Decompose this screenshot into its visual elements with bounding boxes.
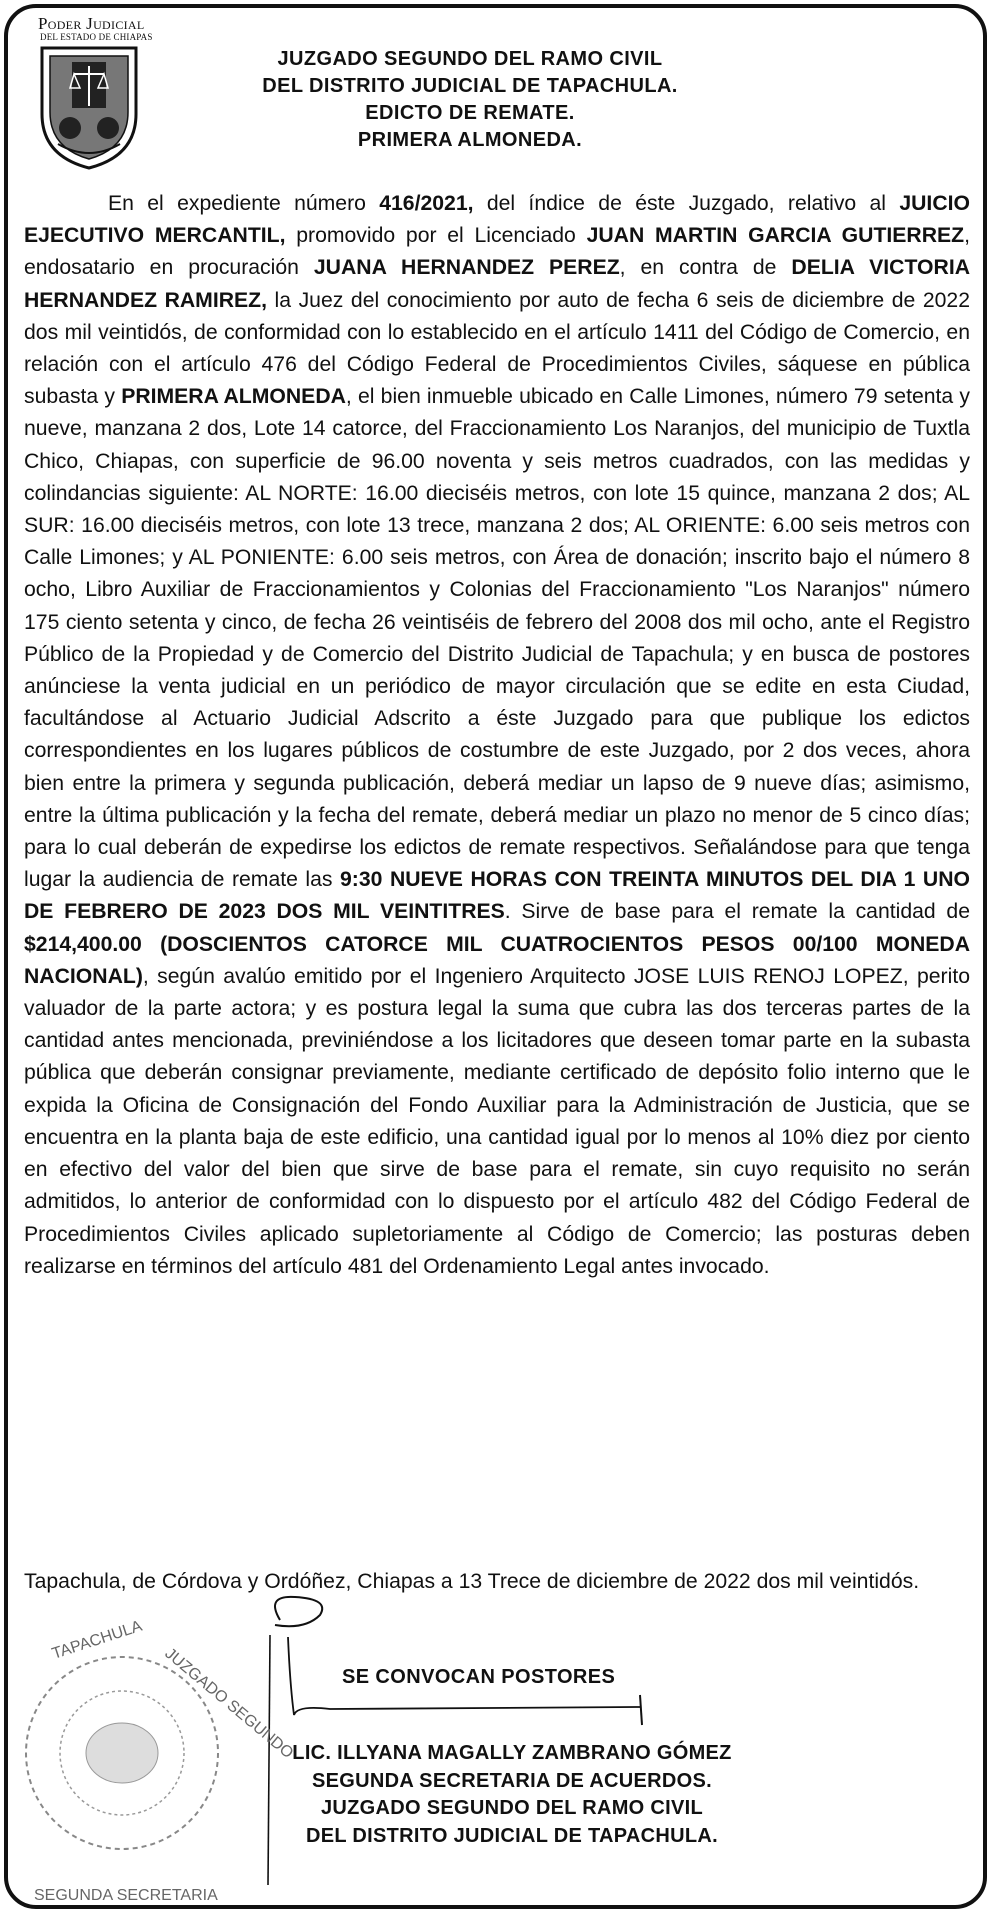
signer-title: SEGUNDA SECRETARIA DE ACUERDOS. [311, 1769, 713, 1792]
crest-subtitle: DEL ESTADO DE CHIAPAS [40, 32, 153, 42]
document-header [150, 46, 790, 154]
header-court: JUZGADO SEGUNDO DEL RAMO CIVIL [277, 48, 663, 70]
almoneda-label: PRIMERA ALMONEDA [121, 385, 346, 409]
signer-court: JUZGADO SEGUNDO DEL RAMO CIVIL [321, 1797, 703, 1819]
coat-of-arms-icon [34, 44, 144, 172]
body-text-run: promovido por el Licenciado [285, 224, 587, 248]
trial-type: JUICIO EJECUTIVO MERCANTIL, [24, 192, 970, 248]
edict-body [24, 188, 970, 1283]
seal-top-text: TAPACHULA [49, 1617, 145, 1663]
crest-title: Poder Judicial [38, 14, 145, 33]
auction-datetime: 9:30 NUEVE HORAS CON TREINTA MINUTOS DEL DIA 1 UNO DE FEBRERO DE 2023 DOS MIL VEINTITRES [24, 868, 970, 924]
edict-paragraph [24, 188, 970, 1283]
attorney-name: JUAN MARTIN GARCIA GUTIERREZ [586, 224, 965, 248]
signature-block [262, 1740, 762, 1850]
body-text-run: , endosatario en procuración [24, 224, 970, 280]
body-text-run: la Juez del conocimiento por auto de fecha 6 seis de diciembre de 2022 dos mil veintidós, de conformidad con lo establecido en el artículo 1411 del Código de Comercio, en relación con el artículo 476 del Código Federal de Procedimientos Civiles, sáquese en pública subasta y [24, 288, 970, 409]
signer-name: LIC. ILLYANA MAGALLY ZAMBRANO GÓMEZ [292, 1742, 732, 1764]
court-seal-stamp [14, 1617, 297, 1910]
defendant-name: DELIA VICTORIA HERNANDEZ RAMIREZ, [24, 256, 971, 312]
place-date: Tapachula, de Córdova y Ordóñez, Chiapas a 13 Trece de diciembre de 2022 dos mil veintidós. [24, 1570, 920, 1593]
body-text-run: del índice de éste Juzgado, relativo al [473, 192, 900, 215]
header-district: DEL DISTRITO JUDICIAL DE TAPACHULA. [262, 75, 678, 97]
seal-right-text: JUZGADO SEGUNDO [161, 1645, 297, 1763]
call-for-bidders: SE CONVOCAN POSTORES [342, 1666, 616, 1688]
seal-bottom-text: SEGUNDA SECRETARIA [34, 1887, 218, 1904]
header-almoneda: PRIMERA ALMONEDA. [357, 129, 583, 151]
body-text-run: , según avalúo emitido por el Ingeniero Arquitecto JOSE LUIS RENOJ LOPEZ, perito valuador de la parte actora; y es postura legal la suma que cubra las dos terceras partes de la cantidad antes mencionada, previniéndose a los licitadores que deseen tomar parte en la subasta pública que deberán consignar previamente, mediante certificado de depósito folio interno que le expida la Oficina de Consignación del Fondo Auxiliar para la Administración de Justicia, que se encuentra en la planta baja de este edificio, una cantidad igual por lo menos al 10% diez por ciento en efectivo del valor del bien que sirve de base para el remate, sin cuyo requisito no serán admitidos, lo anterior de conformidad con lo dispuesto por el artículo 482 del Código Federal de Procedimientos Civiles aplicado supletoriamente al Código de Comercio; las posturas deben realizarse en términos del artículo 481 del Ordenamiento Legal antes invocado. [24, 964, 970, 1278]
body-text-run: , en contra de [619, 256, 792, 280]
base-amount: $214,400.00 (DOSCIENTOS CATORCE MIL CUATROCIENTOS PESOS 00/100 MONEDA NACIONAL) [24, 932, 970, 988]
header-edict: EDICTO DE REMATE. [365, 102, 575, 124]
body-text-run: En el expediente número [108, 192, 380, 215]
endorser-name: JUANA HERNANDEZ PEREZ [313, 256, 620, 280]
case-number: 416/2021, [379, 192, 474, 215]
signer-district: DEL DISTRITO JUDICIAL DE TAPACHULA. [305, 1824, 718, 1847]
body-text-run: . Sirve de base para el remate la cantidad de [504, 900, 970, 924]
body-text-run: , el bien inmueble ubicado en Calle Limones, número 79 setenta y nueve, manzana 2 dos, Lote 14 catorce, del Fraccionamiento Los Naranjos, del municipio de Tuxtla Chico, Chiapas, con superficie de 96.00 noventa y seis metros cuadrados, con las medidas y colindancias siguiente: AL NORTE: 16.00 dieciséis metros, con lote 15 quince, manzana 2 dos; AL SUR: 16.00 dieciséis metros, con lote 13 trece, manzana 2 dos; AL ORIENTE: 6.00 seis metros con Calle Limones; y AL PONIENTE: 6.00 seis metros, con Área de donación; inscrito bajo el número 8 ocho, Libro Auxiliar de Fraccionamientos y Colonias del Fraccionamiento "Los Naranjos" número 175 ciento setenta y cinco, de fecha 26 veintiséis de febrero del 2008 dos mil ocho, ante el Registro Público de la Propiedad y de Comercio del Distrito Judicial de Tapachula; y en busca de postores anúnciese la venta judicial en un periódico de mayor circulación que se edite en esta Ciudad, facultándose al Actuario Judicial Adscrito a éste Juzgado para que publique los edictos correspondientes en los lugares públicos de costumbre de este Juzgado, por 2 dos veces, ahora bien entre la primera y segunda publicación, deberá mediar un lapso de 9 nueve días; asimismo, entre la última publicación y la fecha del remate, deberá mediar un plazo no menor de 5 cinco días; para lo cual deberán de expedirse los edictos de remate respectivos. Señalándose para que tenga lugar la audiencia de remate las [24, 385, 970, 892]
